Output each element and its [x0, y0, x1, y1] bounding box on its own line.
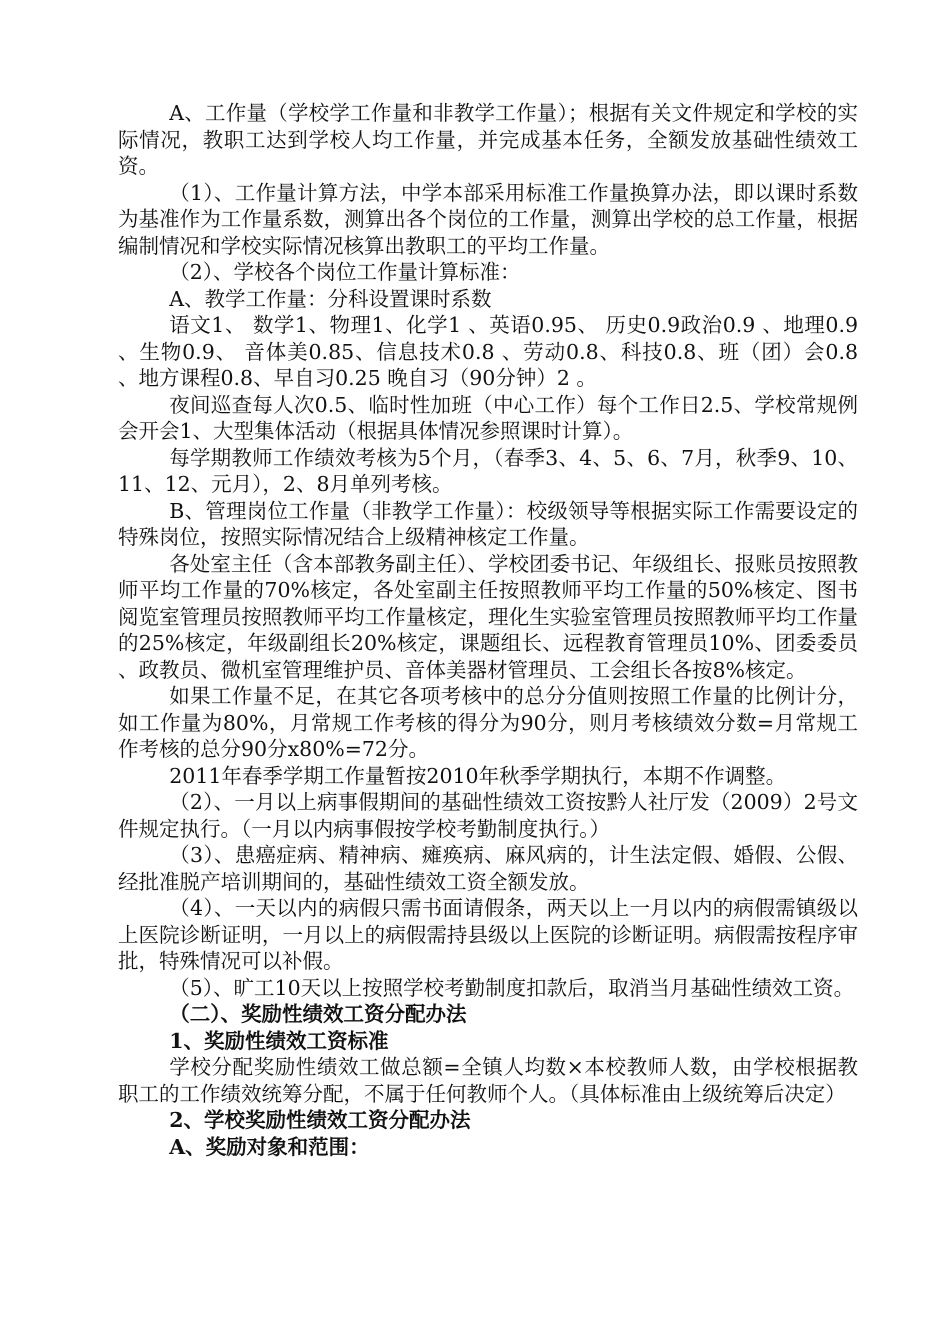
heading-reward-distribution: （二）、奖励性绩效工资分配办法: [169, 1002, 467, 1026]
paragraph-sick-leave-proof: （4）、一天以内的病假只需书面请假条，两天以上一月以内的病假需镇级以上医院诊断证明，一月以上的病假需持县级以上医院的诊断证明。病假需按程序审批，特殊情况可以补假。: [118, 896, 858, 973]
document-page: [118, 100, 858, 1160]
paragraph-absenteeism: （5）、旷工10天以上按照学校考勤制度扣款后，取消当月基础性绩效工资。: [169, 975, 855, 1000]
paragraph-reward-total: 学校分配奖励性绩效工做总额=全镇人均数×本校教师人数，由学校根据教职工的工作绩效统筹分配，不属于任何教师个人。（具体标准由上级统筹后决定）: [118, 1055, 858, 1106]
paragraph-night-patrol: 夜间巡查每人次0.5、临时性加班（中心工作）每个工作日2.5、学校常规例会开会1、大型集体活动（根据具体情况参照课时计算）。: [118, 392, 858, 443]
paragraph-sick-leave-month: （2）、一月以上病事假期间的基础性绩效工资按黔人社厅发（2009）2号文件规定执行。（一月以内病事假按学校考勤制度执行。）: [118, 790, 858, 841]
paragraph-office-directors: 各处室主任（含本部教务副主任）、学校团委书记、年级组长、报账员按照教师平均工作量的70%核定，各处室副主任按照教师平均工作量的50%核定、图书阅览室管理员按照教师平均工作量核定，理化生实验室管理员按照教师平均工作量的25%核定，年级副组长20%核定，课题组长、远程教育管理员10%、团委委员 、政教员、微机室管理维护员、音体美器材管理员、工会组长各按8%核定。: [118, 551, 858, 682]
paragraph-calc-method: （1）、工作量计算方法，中学本部采用标准工作量换算办法，即以课时系数为基准作为工作量系数，测算出各个岗位的工作量，测算出学校的总工作量，根据编制情况和学校实际情况核算出教职工的平均工作量。: [118, 180, 858, 258]
paragraph-subject-coefficients: 语文1、 数学1、物理1、化学1 、英语0.95、 历史0.9政治0.9 、地理0.9 、生物0.9、 音体美0.85、信息技术0.8 、劳动0.8、科技0.8、班（团）会0.8 、地方课程0.8、早自习0.25 晚自习（90分钟）2 。: [118, 313, 858, 390]
paragraph-insufficient-workload: 如果工作量不足，在其它各项考核中的总分分值则按照工作量的比例计分，如工作量为80%，月常规工作考核的得分为90分，则月考核绩效分数=月常规工作考核的总分90分x80%=72分。: [118, 684, 858, 761]
paragraph-management-workload: B、管理岗位工作量（非教学工作量）：校级领导等根据实际工作需要设定的特殊岗位，按照实际情况结合上级精神核定工作量。: [118, 498, 858, 549]
heading-reward-scope: A、奖励对象和范围：: [169, 1134, 370, 1159]
heading-school-reward-method: 2、学校奖励性绩效工资分配办法: [169, 1108, 471, 1132]
paragraph-spring-2011: 2011年春季学期工作量暂按2010年秋季学期执行，本期不作调整。: [169, 763, 787, 788]
paragraph-post-standard: （2）、学校各个岗位工作量计算标准：: [169, 260, 521, 284]
paragraph-special-illness: （3）、患癌症病、精神病、瘫痪病、麻风病的，计生法定假、婚假、公假、经批准脱产培训期间的，基础性绩效工资全额发放。: [118, 843, 858, 894]
paragraph-workload-intro: A、工作量（学校学工作量和非教学工作量）；根据有关文件规定和学校的实际情况，教职工达到学校人均工作量，并完成基本任务，全额发放基础性绩效工资。: [118, 101, 858, 178]
paragraph-teaching-workload: A、教学工作量：分科设置课时系数: [169, 286, 492, 311]
heading-reward-standard: 1、奖励性绩效工资标准: [169, 1028, 389, 1053]
paragraph-term-assessment: 每学期教师工作绩效考核为5个月，（春季3、4、5、6、7月，秋季9、10、11、12、元月），2、8月单列考核。: [118, 445, 858, 496]
